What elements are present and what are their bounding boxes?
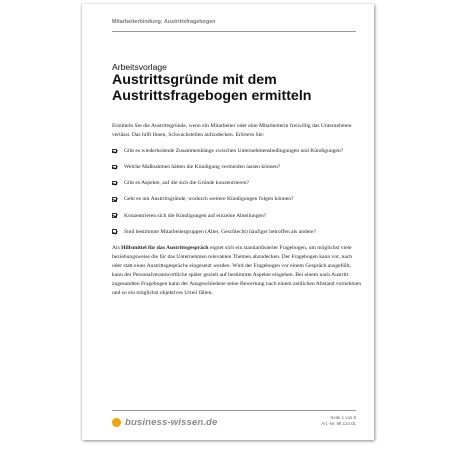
document-title (112, 72, 362, 104)
running-header: Mitarbeiterbindung: Austrittsfragebogen (112, 19, 216, 25)
checklist-item (112, 195, 362, 204)
closing-prefix: Als (112, 244, 122, 251)
article-number: Art.-Nr. 99.124.01 (321, 421, 356, 426)
document-body (112, 122, 362, 298)
checklist-item-text: Konzentrieren sich die Kündigungen auf einzelne Abteilungen? (124, 212, 267, 219)
checklist-item (112, 228, 362, 237)
checklist-item (112, 179, 362, 188)
logo-text: business-wissen.de (125, 417, 218, 428)
closing-paragraph (112, 244, 362, 299)
checklist-item (112, 147, 362, 156)
checkbox-icon (112, 165, 117, 170)
checkbox-icon (112, 149, 117, 154)
document-kicker: Arbeitsvorlage (112, 62, 167, 72)
checklist-item-text: Sind bestimmte Mitarbeitergruppen (Alter, Geschlecht) häufiger betroffen als andere? (124, 228, 317, 235)
page-info: Seite 1 von 8 (330, 415, 356, 420)
title-line-2: Austrittsfragebogen ermitteln (112, 88, 312, 104)
document-page (82, 4, 374, 440)
footer-divider (112, 410, 356, 411)
logo-dot-icon (112, 418, 121, 427)
title-line-1: Austrittsgründe mit dem (112, 72, 277, 88)
checklist-item (112, 212, 362, 221)
header-divider (112, 31, 356, 32)
checklist-item-text: Geht es um Austrittsgründe, wodurch weitere Kündigungen folgen können? (124, 196, 294, 203)
checklist-item (112, 163, 362, 172)
checklist-item-text: Gibt es Aspekte, auf die sich die Gründe konzentrieren? (124, 180, 250, 187)
closing-emphasis: Hilfsmittel für das Austrittsgespräch (121, 244, 209, 251)
footer-meta (321, 415, 356, 427)
closing-rest: eignet sich ein standardisierter Fragebogen, um möglichst viele beziehungsweise die für das Unternehmen relevanten Themen abzudecken. Der Fragebogen kann vor, nach oder statt eines Austrittsgesprächs eingesetzt werden. Wird der Fragebogen vor einem Gespräch ausgefüllt, kann der Personalverantwortliche später gezielt auf bestimmte Aspekte eingehen. Bei einem nach Austritt zugesandten Fragebogen kann der Ausgeschiedene seine Bewertung nach einem zeitlichen Abstand vornehmen und so ein möglichst objektives Urteil fällen. (112, 244, 361, 297)
checkbox-icon (112, 197, 117, 202)
checkbox-icon (112, 181, 117, 186)
checkbox-icon (112, 229, 117, 234)
checkbox-icon (112, 213, 117, 218)
publisher-logo (112, 417, 217, 428)
intro-paragraph: Ermitteln Sie die Austrittsgründe, wenn ein Mitarbeiter oder eine Mitarbeiterin freiwillig das Unternehmen verlässt. Das hilft Ihnen, Schwachstellen aufzudecken. Erörtern Sie: (112, 123, 352, 139)
checklist (112, 147, 362, 237)
checklist-item-text: Gibt es wiederholende Zusammenhänge zwischen Unternehmensbedingungen und Kündigungen? (124, 148, 344, 155)
checklist-item-text: Welche Maßnahmen hätten die Kündigung vermeiden lassen können? (124, 164, 281, 171)
